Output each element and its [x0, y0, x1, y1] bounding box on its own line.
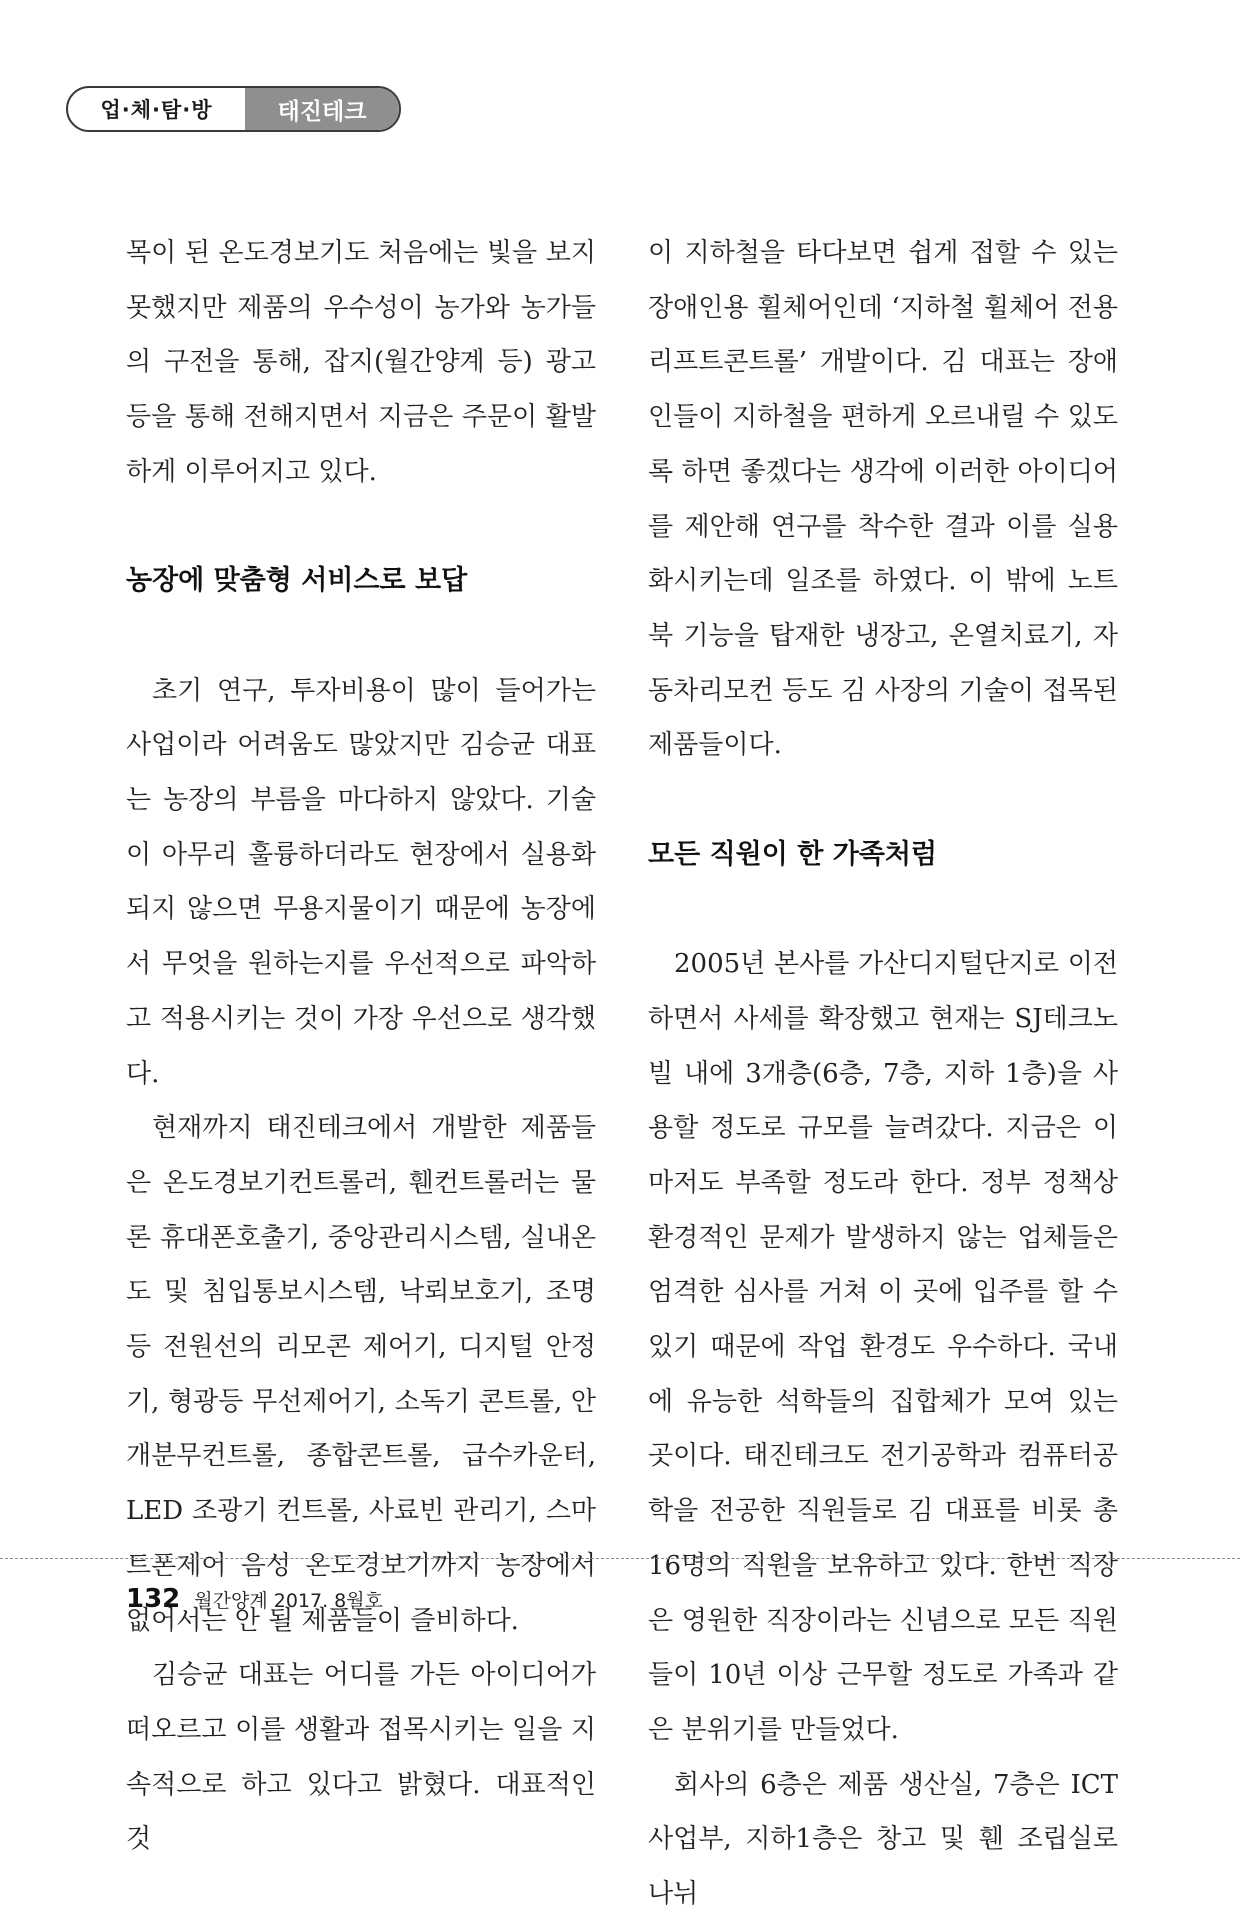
magazine-issue: 월간양계 2017. 8월호 [194, 1590, 383, 1612]
footer-divider [0, 1558, 1240, 1559]
section-label: 업·체·탐·방 [100, 98, 213, 122]
left-column [126, 226, 596, 1867]
paragraph: 회사의 6층은 제품 생산실, 7층은 ICT 사업부, 지하1층은 창고 및 휀 조립실로 나뉘 [648, 1769, 1118, 1910]
right-column [648, 226, 1118, 1922]
page-footer [126, 1584, 383, 1614]
section-heading: 모든 직원이 한 가족처럼 [648, 838, 938, 870]
section-heading: 농장에 맞춤형 서비스로 보답 [126, 565, 468, 597]
section-header-tab [66, 86, 401, 132]
company-label: 태진테크 [245, 88, 399, 130]
paragraph: 초기 연구, 투자비용이 많이 들어가는 사업이라 어려움도 많았지만 김승균 대표는 농장의 부름을 마다하지 않았다. 기술이 아무리 훌륭하더라도 현장에서 실용화되지 않으면 무용지물이기 때문에 농장에서 무엇을 원하는지를 우선적으로 파악하고 적용시키는 것이 가장 우선으로 생각했다. [126, 675, 596, 1089]
paragraph: 목이 된 온도경보기도 처음에는 빛을 보지 못했지만 제품의 우수성이 농가와 농가들의 구전을 통해, 잡지(월간양계 등) 광고 등을 통해 전해지면서 지금은 주문이 활발하게 이루어지고 있다. [126, 238, 596, 487]
paragraph: 2005년 본사를 가산디지털단지로 이전하면서 사세를 확장했고 현재는 SJ테크노빌 내에 3개층(6층, 7층, 지하 1층)을 사용할 정도로 규모를 늘려갔다. 지금은 이마저도 부족할 정도라 한다. 정부 정책상 환경적인 문제가 발생하지 않는 업체들은 엄격한 심사를 거쳐 이 곳에 입주를 할 수 있기 때문에 작업 환경도 우수하다. 국내에 유능한 석학들의 집합체가 모여 있는 곳이다. 태진테크도 전기공학과 컴퓨터공학을 전공한 직원들로 김 대표를 비롯 총 16명의 직원을 보유하고 있다. 한번 직장은 영원한 직장이라는 신념으로 모든 직원들이 10년 이상 근무할 정도로 가족과 같은 분위기를 만들었다. [648, 949, 1118, 1745]
paragraph: 현재까지 태진테크에서 개발한 제품들은 온도경보기컨트롤러, 휀컨트롤러는 물론 휴대폰호출기, 중앙관리시스템, 실내온도 및 침입통보시스템, 낙뢰보호기, 조명등 전원선의 리모콘 제어기, 디지털 안정기, 형광등 무선제어기, 소독기 콘트롤, 안개분무컨트롤, 종합콘트롤, 급수카운터, LED 조광기 컨트롤, 사료빈 관리기, 스마트폰제어 음성 온도경보기까지 농장에서 없어서는 안 될 제품들이 즐비하다. [126, 1113, 596, 1636]
paragraph: 이 지하철을 타다보면 쉽게 접할 수 있는 장애인용 휠체어인데 ‘지하철 휠체어 전용 리프트콘트롤’ 개발이다. 김 대표는 장애인들이 지하철을 편하게 오르내릴 수 있도록 하면 좋겠다는 생각에 이러한 아이디어를 제안해 연구를 착수한 결과 이를 실용화시키는데 일조를 하였다. 이 밖에 노트북 기능을 탑재한 냉장고, 온열치료기, 자동차리모컨 등도 김 사장의 기술이 접목된 제품들이다. [648, 238, 1118, 761]
paragraph: 김승균 대표는 어디를 가든 아이디어가 떠오르고 이를 생활과 접목시키는 일을 지속적으로 하고 있다고 밝혔다. 대표적인 것 [126, 1660, 596, 1855]
page-number: 132 [126, 1584, 181, 1614]
